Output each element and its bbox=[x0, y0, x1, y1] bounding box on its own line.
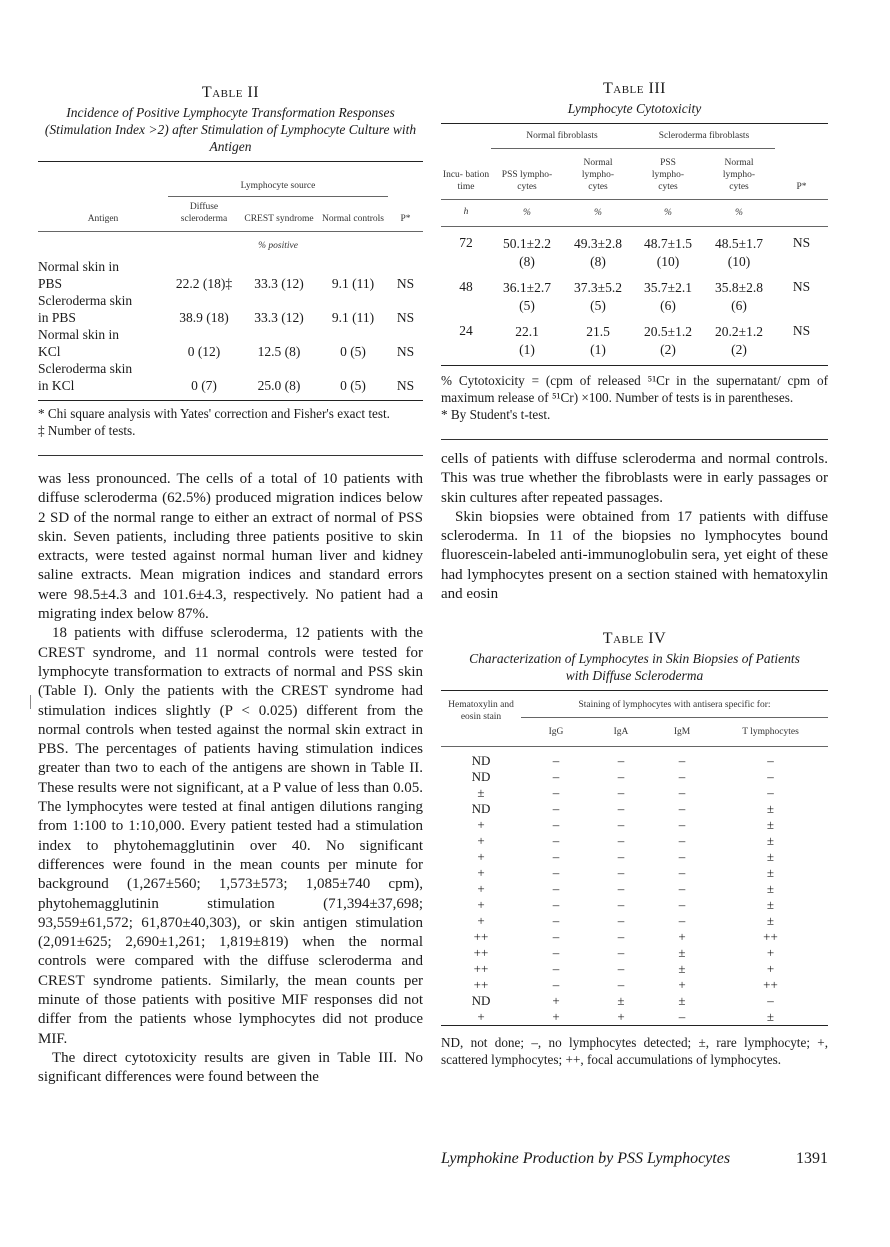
table-row bbox=[441, 833, 828, 849]
right-body-text bbox=[441, 450, 828, 604]
table3-cell: 36.1±2.7 (5) bbox=[503, 280, 551, 313]
table-row bbox=[38, 360, 423, 401]
table4-he: + bbox=[477, 897, 485, 913]
table4-cell: – bbox=[552, 865, 560, 881]
table4-he: ND bbox=[471, 753, 491, 769]
table2-unit: % positive bbox=[258, 241, 298, 251]
table3-col-norm2: Normal lympho- cytes bbox=[722, 158, 756, 192]
table-row bbox=[441, 849, 828, 865]
table-row bbox=[441, 945, 828, 961]
table4-cell: + bbox=[552, 1009, 560, 1025]
table4-cell: – bbox=[617, 769, 625, 785]
table2-footnote: ‡ Number of tests. bbox=[38, 423, 136, 438]
running-title: Lymphokine Production by PSS Lymphocytes bbox=[441, 1150, 731, 1167]
table3-group-scleroderma: Scleroderma fibroblasts bbox=[633, 130, 775, 149]
table4-he: ++ bbox=[473, 961, 489, 977]
table4-cell: – bbox=[552, 801, 560, 817]
table4-col-group: Staining of lymphocytes with antisera specific for: bbox=[521, 697, 828, 718]
table3-unit-pct: % bbox=[664, 208, 672, 218]
table3-col-pss2: PSS lympho- cytes bbox=[651, 158, 685, 192]
table2-caption: Incidence of Positive Lymphocyte Transformation Responses (Stimulation Index >2) after Stimulation of Lymphocyte Culture with Antigen bbox=[44, 105, 417, 154]
table2-source-header: Lymphocyte source bbox=[168, 180, 388, 197]
table4-cell: + bbox=[552, 993, 560, 1009]
table4-cell: – bbox=[617, 833, 625, 849]
table-row bbox=[441, 817, 828, 833]
table2 bbox=[38, 161, 423, 401]
table3-cell: 49.3±2.8 (8) bbox=[574, 236, 622, 269]
table3-time: 48 bbox=[459, 279, 473, 294]
table4-cell: ± bbox=[766, 849, 775, 865]
table4-cell: – bbox=[552, 945, 560, 961]
table4-he: ND bbox=[471, 801, 491, 817]
table2-cell: 9.1 (11) bbox=[331, 276, 375, 291]
table4-cell: ± bbox=[678, 993, 686, 1009]
table4-he: + bbox=[477, 913, 485, 929]
table4-cell: – bbox=[617, 785, 625, 801]
table4-he: ++ bbox=[473, 977, 489, 993]
table4-cell: – bbox=[617, 801, 625, 817]
table4-he: ± bbox=[477, 785, 485, 801]
table-row bbox=[441, 271, 828, 315]
table4-cell: ++ bbox=[763, 929, 778, 945]
table3-cell: 48.5±1.7 (10) bbox=[715, 236, 763, 269]
table4-cell: – bbox=[678, 801, 686, 817]
table-row bbox=[441, 977, 828, 993]
table4-cell: + bbox=[678, 929, 686, 945]
table4-footnote: ND, not done; –, no lymphocytes detected; ±, rare lymphocyte; +, scattered lymphocytes; ++, focal accumulations of lymphocytes. bbox=[441, 1035, 828, 1068]
table-row bbox=[441, 753, 828, 769]
paragraph: Skin biopsies were obtained from 17 patients with diffuse scleroderma. In 11 of the biopsies no lymphocytes bound fluorescein-labeled anti-immunoglobulin sera, yet eight of these had lymphocytes present on a section stained with hematoxylin and eosin bbox=[441, 508, 828, 603]
table4 bbox=[441, 690, 828, 1028]
table4-cell: – bbox=[552, 833, 560, 849]
table3-footnote: % Cytotoxicity = (cpm of released ⁵¹Cr in the supernatant/ cpm of maximum release of ⁵¹Cr) ×100. Number of tests is in parentheses. bbox=[441, 373, 828, 405]
table4-cell: – bbox=[552, 785, 560, 801]
table3-unit-h: h bbox=[463, 207, 469, 217]
table4-cell: ± bbox=[766, 1009, 775, 1025]
paragraph: The direct cytotoxicity results are given in Table III. No significant differences were found between the bbox=[38, 1049, 423, 1086]
table4-cell: + bbox=[678, 977, 686, 993]
table2-antigen: Normal skin in PBS bbox=[38, 259, 119, 291]
table2-col-diffuse: Diffuse scleroderma bbox=[180, 202, 228, 224]
table-row bbox=[441, 881, 828, 897]
table3-cell: 48.7±1.5 (10) bbox=[644, 236, 692, 269]
table4-cell: ± bbox=[617, 993, 625, 1009]
table-row bbox=[441, 801, 828, 817]
table2-label: Table II bbox=[201, 84, 260, 101]
table4-cell: – bbox=[552, 913, 560, 929]
table-row bbox=[441, 929, 828, 945]
table2-footnote: * Chi square analysis with Yates' correction and Fisher's exact test. bbox=[38, 406, 390, 421]
table3-cell: 37.3±5.2 (5) bbox=[574, 280, 622, 313]
table-row bbox=[441, 315, 828, 366]
table3-time: 24 bbox=[459, 323, 473, 338]
table2-cell: NS bbox=[396, 344, 415, 359]
table4-cell: – bbox=[678, 913, 686, 929]
table-row bbox=[441, 865, 828, 881]
paragraph: 18 patients with diffuse scleroderma, 12 patients with the CREST syndrome, and 11 normal controls were tested for lymphocyte transformation to extracts of normal and PSS skin (Table I). Only the patients with the CREST syndrome had stimulation indices slightly (P < 0.025) different from the normal controls when tested against the normal skin extract in PBS. The percentages of patients having stimulation indices greater than two to each of the antigens are shown in Table II. These results were not significant, at a P value of less than 0.05. The lymphocytes were tested at final antigen dilutions ranging from 1:100 to 1:10,000. Every patient tested had a stimulation index to phytohemagglutinin over 40. No significant differences were found in the mean counts per minute for background (1,267±560; 1,573±573; 1,085±740 cpm), phytohemagglutinin stimulation (71,394±37,698; 93,559±61,572; 61,870±40,303), or skin antigen stimulation (2,091±625; 2,690±1,261; 1,819±819) when the normal controls were compared with the diffuse scleroderma and CREST syndrome patients. Similarly, the mean counts per minute of those patients with positive MIF responses did not differ from the patients whose lymphocytes did not produce MIF. bbox=[38, 625, 423, 1047]
table4-label: Table IV bbox=[602, 630, 667, 648]
table2-cell: 33.3 (12) bbox=[254, 310, 304, 325]
table4-cell: – bbox=[617, 881, 625, 897]
table4-col-igm: IgM bbox=[673, 727, 691, 738]
table4-cell: – bbox=[552, 961, 560, 977]
table-row bbox=[38, 326, 423, 360]
page-number: 1391 bbox=[796, 1150, 828, 1167]
paragraph: cells of patients with diffuse scleroderma and normal controls. This was true whether the fibroblasts were in early passages or skin cultures after repeated passages. bbox=[441, 451, 828, 506]
table2-cell: 9.1 (11) bbox=[331, 310, 375, 325]
table4-cell: – bbox=[552, 881, 560, 897]
table4-cell: – bbox=[678, 1009, 686, 1025]
left-body-text bbox=[38, 470, 423, 1088]
table3-cell: 35.7±2.1 (6) bbox=[644, 280, 692, 313]
table4-col-t: T lymphocytes bbox=[742, 727, 799, 738]
table2-antigen: Scleroderma skin in PBS bbox=[38, 293, 133, 325]
table4-cell: + bbox=[766, 945, 775, 961]
table4-col-iga: IgA bbox=[613, 727, 629, 738]
table2-col-crest: CREST syndrome bbox=[244, 214, 314, 224]
table4-cell: – bbox=[678, 881, 686, 897]
table4-cell: – bbox=[678, 785, 686, 801]
table4-cell: ± bbox=[678, 961, 686, 977]
table3 bbox=[441, 123, 828, 366]
table4-cell: – bbox=[617, 929, 625, 945]
table3-col-p: P* bbox=[796, 182, 807, 192]
table3-cell: 20.5±1.2 (2) bbox=[644, 324, 692, 357]
table3-cell: 35.8±2.8 (6) bbox=[715, 280, 763, 313]
table3-cell: 22.1 (1) bbox=[515, 324, 539, 357]
table4-cell: ++ bbox=[763, 977, 778, 993]
table4-cell: ± bbox=[766, 865, 775, 881]
table-row bbox=[38, 258, 423, 292]
table4-he: ND bbox=[471, 769, 491, 785]
table4-cell: – bbox=[678, 865, 686, 881]
margin-mark bbox=[30, 695, 31, 709]
table3-p: NS bbox=[792, 279, 811, 294]
paragraph: was less pronounced. The cells of a total of 10 patients with diffuse scleroderma (62.5%) produced migration indices below 2 SD of the normal range to either an extract of normal of PSS skin. Seven patients, including three patients positive to skin extracts, were tested against normal human liver and kidney saline extracts. Mean migration indices and standard errors were 98.5±4.3 and 101.6±4.3, respectively. No patient had a migrating index below 87%. bbox=[38, 471, 423, 623]
table-row bbox=[441, 993, 828, 1009]
table4-cell: – bbox=[617, 849, 625, 865]
table3-cell: 21.5 (1) bbox=[586, 324, 610, 357]
table4-cell: – bbox=[767, 769, 774, 785]
table3-col-pss1: PSS lympho- cytes bbox=[501, 170, 553, 192]
table4-cell: – bbox=[617, 865, 625, 881]
table2-cell: 25.0 (8) bbox=[257, 378, 301, 393]
table2-cell: 22.2 (18)‡ bbox=[175, 276, 233, 291]
left-column bbox=[38, 70, 423, 1088]
table3-group-normal: Normal fibroblasts bbox=[491, 130, 633, 149]
table2-col-normal: Normal controls bbox=[321, 214, 384, 224]
table-row bbox=[441, 897, 828, 913]
table4-col-igg: IgG bbox=[548, 727, 564, 738]
table4-he: ++ bbox=[473, 945, 489, 961]
table4-cell: – bbox=[552, 897, 560, 913]
table3-footnote: * By Student's t-test. bbox=[441, 407, 551, 422]
table4-he: ND bbox=[471, 993, 491, 1009]
table3-caption: Lymphocyte Cytotoxicity bbox=[567, 101, 702, 116]
table4-cell: – bbox=[552, 817, 560, 833]
table4-cell: – bbox=[678, 849, 686, 865]
table-row bbox=[441, 1009, 828, 1026]
table2-cell: NS bbox=[396, 310, 415, 325]
table2-cell: 0 (5) bbox=[340, 344, 366, 359]
table3-p: NS bbox=[792, 235, 811, 250]
table4-he: + bbox=[477, 865, 485, 881]
table4-col-stain: Hematoxylin and eosin stain bbox=[448, 700, 514, 723]
table4-cell: ± bbox=[678, 945, 686, 961]
table4-he: + bbox=[477, 1009, 485, 1025]
table4-he: + bbox=[477, 817, 485, 833]
table4-cell: + bbox=[617, 1009, 625, 1025]
table3-unit-pct: % bbox=[523, 208, 531, 218]
table2-cell: 33.3 (12) bbox=[254, 276, 304, 291]
table3-label: Table III bbox=[603, 80, 666, 97]
table3-col-time: Incu- bation time bbox=[442, 170, 490, 192]
table2-cell: NS bbox=[396, 378, 415, 393]
table4-cell: – bbox=[767, 993, 774, 1009]
table4-cell: – bbox=[678, 753, 686, 769]
table2-cell: 0 (5) bbox=[340, 378, 366, 393]
table4-he: ++ bbox=[473, 929, 489, 945]
table4-cell: ± bbox=[766, 817, 775, 833]
table4-cell: – bbox=[617, 913, 625, 929]
table-row bbox=[441, 227, 828, 271]
table4-cell: – bbox=[552, 929, 560, 945]
table4-he: + bbox=[477, 881, 485, 897]
table2-col-antigen: Antigen bbox=[87, 214, 119, 224]
table2-cell: 0 (7) bbox=[191, 378, 217, 393]
table4-caption: Characterization of Lymphocytes in Skin Biopsies of Patients with Diffuse Scleroderma bbox=[469, 651, 800, 684]
table-row bbox=[441, 913, 828, 929]
table4-he: + bbox=[477, 833, 485, 849]
table4-body bbox=[441, 753, 828, 1026]
table3-time: 72 bbox=[459, 235, 473, 250]
table-row bbox=[441, 769, 828, 785]
table4-he: + bbox=[477, 849, 485, 865]
right-column bbox=[441, 70, 828, 1068]
table4-cell: – bbox=[678, 897, 686, 913]
table4-cell: – bbox=[552, 849, 560, 865]
table4-cell: – bbox=[678, 817, 686, 833]
table4-cell: – bbox=[617, 753, 625, 769]
table4-cell: – bbox=[617, 945, 625, 961]
table2-cell: 38.9 (18) bbox=[179, 310, 229, 325]
table2-antigen: Scleroderma skin in KCl bbox=[38, 361, 133, 393]
table4-cell: – bbox=[767, 753, 774, 769]
table2-antigen: Normal skin in KCl bbox=[38, 327, 119, 359]
table3-unit-pct: % bbox=[594, 208, 602, 218]
table3-cell: 50.1±2.2 (8) bbox=[503, 236, 551, 269]
table4-cell: – bbox=[767, 785, 774, 801]
table4-cell: ± bbox=[766, 913, 775, 929]
table4-cell: – bbox=[617, 817, 625, 833]
page-footer bbox=[441, 1150, 828, 1168]
table2-cell: NS bbox=[396, 276, 415, 291]
table4-cell: – bbox=[552, 769, 560, 785]
table-row bbox=[38, 292, 423, 326]
table4-cell: ± bbox=[766, 881, 775, 897]
table4-cell: – bbox=[678, 833, 686, 849]
table3-unit-pct: % bbox=[735, 208, 743, 218]
table3-cell: 20.2±1.2 (2) bbox=[715, 324, 763, 357]
table4-cell: – bbox=[552, 753, 560, 769]
table4-cell: ± bbox=[766, 801, 775, 817]
table4-cell: – bbox=[617, 897, 625, 913]
table4-cell: + bbox=[766, 961, 775, 977]
table-row bbox=[441, 961, 828, 977]
table2-col-p: P* bbox=[400, 214, 411, 224]
table2-cell: 0 (12) bbox=[187, 344, 221, 359]
table4-cell: – bbox=[678, 769, 686, 785]
table4-cell: – bbox=[617, 977, 625, 993]
table4-cell: ± bbox=[766, 833, 775, 849]
table4-cell: – bbox=[552, 977, 560, 993]
table2-cell: 12.5 (8) bbox=[257, 344, 301, 359]
table4-cell: ± bbox=[766, 897, 775, 913]
table4-cell: – bbox=[617, 961, 625, 977]
table3-p: NS bbox=[792, 323, 811, 338]
table3-col-norm1: Normal lympho- cytes bbox=[581, 158, 615, 192]
table-row bbox=[441, 785, 828, 801]
